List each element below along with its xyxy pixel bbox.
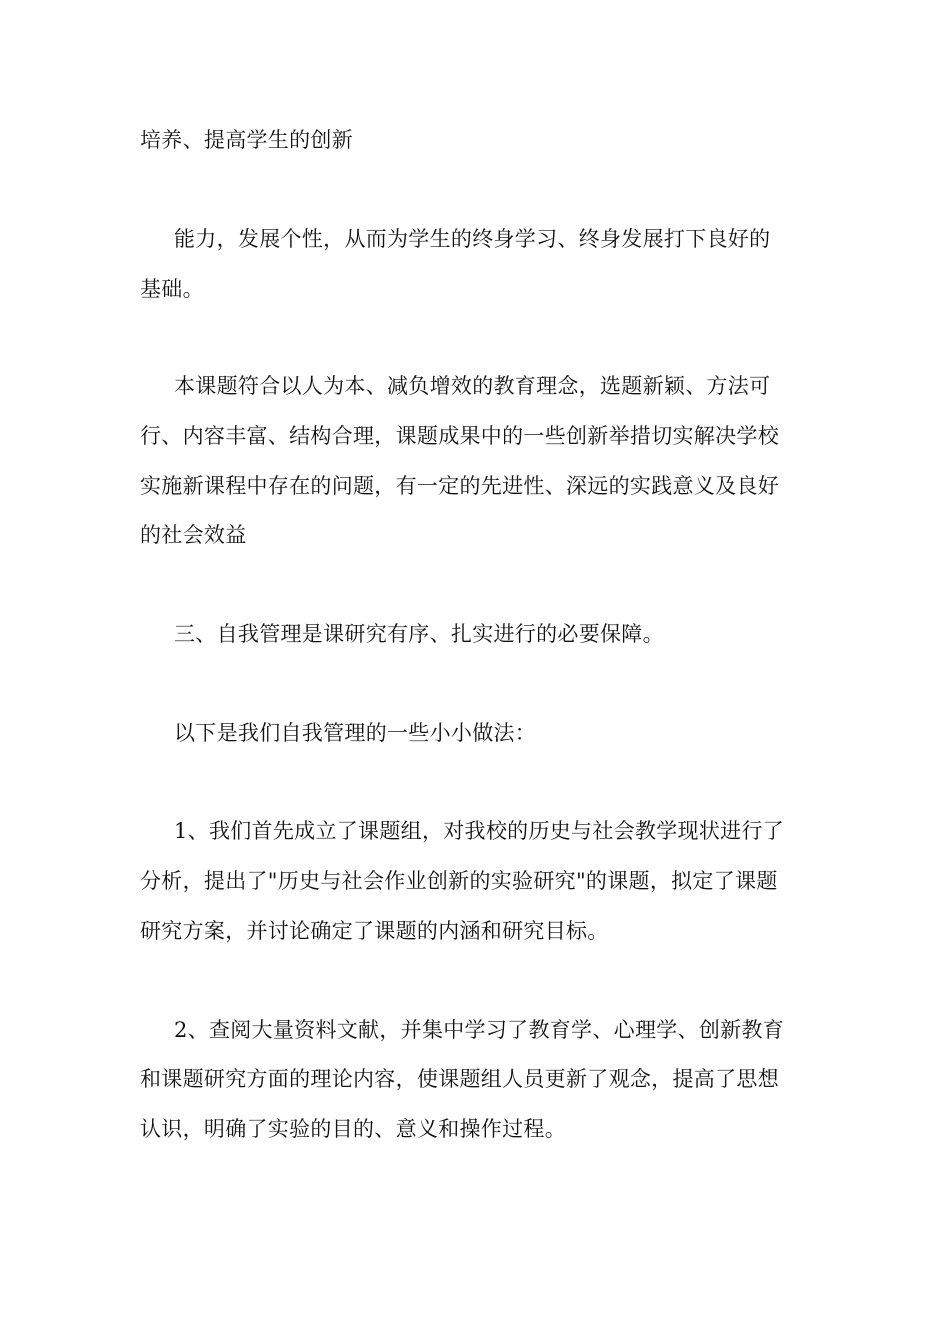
text-line: 行、内容丰富、结构合理，课题成果中的一些创新举措切实解决学校 bbox=[140, 424, 779, 448]
text-line: 1、我们首先成立了课题组，对我校的历史与社会教学现状进行了 bbox=[174, 819, 785, 843]
text-line: 的社会效益 bbox=[140, 523, 247, 547]
text-line: 和课题研究方面的理论内容，使课题组人员更新了观念，提高了思想 bbox=[140, 1067, 779, 1091]
text-line: 培养、提高学生的创新 bbox=[140, 128, 353, 152]
text-line: 2、查阅大量资料文献，并集中学习了教育学、心理学、创新教育 bbox=[174, 1018, 785, 1042]
text-line: 分析，提出了"历史与社会作业创新的实验研究"的课题，拟定了课题 bbox=[140, 869, 778, 893]
text-line: 基础。 bbox=[140, 277, 204, 301]
text-line: 认识，明确了实验的目的、意义和操作过程。 bbox=[140, 1117, 566, 1141]
text-line: 研究方案，并讨论确定了课题的内涵和研究目标。 bbox=[140, 919, 609, 943]
text-line: 以下是我们自我管理的一些小小做法： bbox=[174, 721, 537, 745]
text-line: 实施新课程中存在的问题，有一定的先进性、深远的实践意义及良好 bbox=[140, 474, 779, 498]
text-line: 本课题符合以人为本、减负增效的教育理念，选题新颖、方法可 bbox=[174, 374, 771, 398]
section-heading: 三、自我管理是课研究有序、扎实进行的必要保障。 bbox=[174, 622, 664, 646]
text-line: 能力，发展个性，从而为学生的终身学习、终身发展打下良好的 bbox=[174, 227, 771, 251]
